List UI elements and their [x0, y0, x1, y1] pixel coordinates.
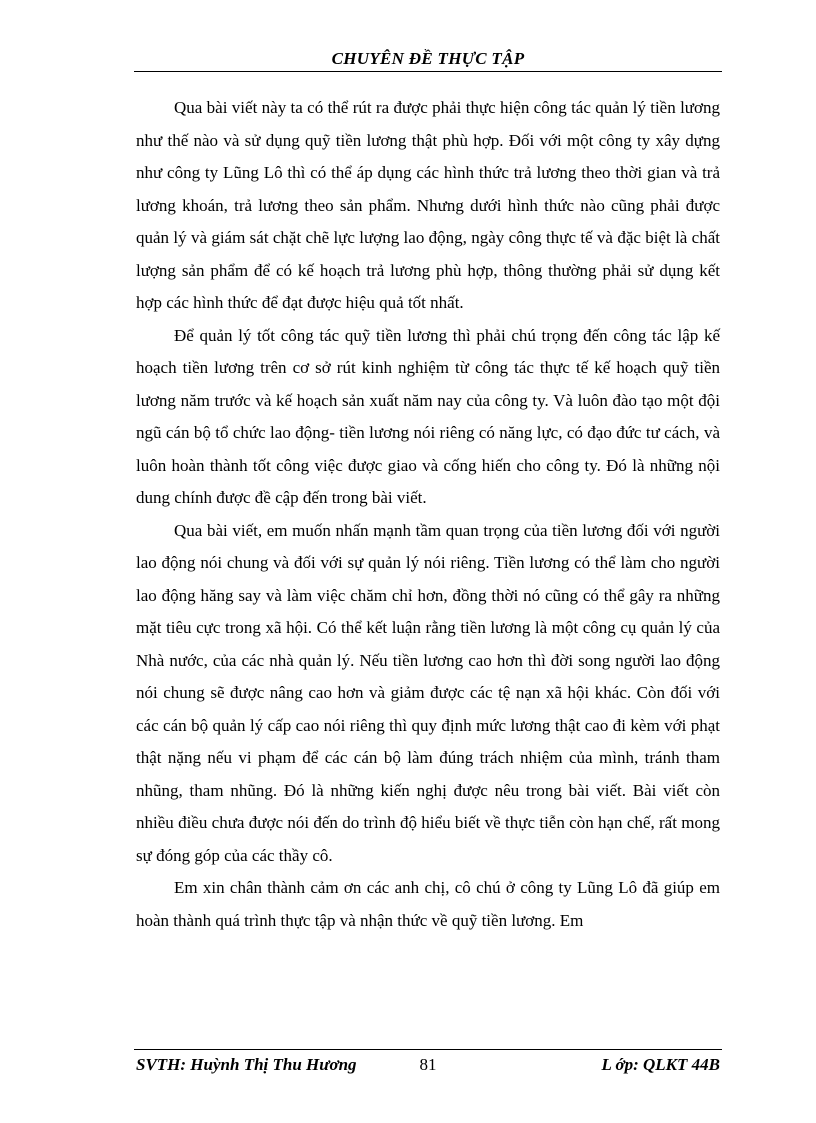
header-rule [134, 71, 722, 72]
paragraph-2: Để quản lý tốt công tác quỹ tiền lương thì phải chú trọng đến công tác lập kế hoạch tiền lương trên cơ sở rút kinh nghiệm từ công tác thực tế kế hoạch quỹ tiền lương năm trước và kế hoạch sản xuất năm nay của công ty. Và luôn đào tạo một đội ngũ cán bộ tổ chức lao động- tiền lương nói riêng có năng lực, có đạo đức tư cách, và luôn hoàn thành tốt công việc được giao và cống hiến cho công ty. Đó là những nội dung chính được đề cập đến trong bài viết. [136, 325, 720, 507]
paragraph-1: Qua bài viết này ta có thể rút ra được phải thực hiện công tác quản lý tiền lương như thế nào và sử dụng quỹ tiền lương thật phù hợp. Đối với một công ty xây dựng như công ty Lũng Lô thì có thể áp dụng các hình thức trả lương theo thời gian và trả lương khoán, trả lương theo sản phẩm. Nhưng dưới hình thức nào cũng phải được quản lý và giám sát chặt chẽ lực lượng lao động, ngày công thực tế và đặc biệt là chất lượng sản phẩm để có kế hoạch trả lương phù hợp, thông thường phải sử dụng kết hợp các hình thức để đạt được hiệu quả tốt nhất. [136, 98, 720, 312]
footer-rule [134, 1049, 722, 1050]
page-footer [134, 1053, 722, 1077]
footer-author: SVTH: Huỳnh Thị Thu Hương [136, 1055, 357, 1074]
footer-class-label: L ớp: QLKT 44B [601, 1055, 720, 1074]
footer-page-number: 81 [419, 1055, 437, 1074]
paragraph-3: Qua bài viết, em muốn nhấn mạnh tầm quan trọng của tiền lương đối với người lao động nói chung và đối với sự quản lý nói riêng. Tiền lương có thể làm cho người lao động hăng say và làm việc chăm chỉ hơn, đồng thời nó cũng có thể gây ra những mặt tiêu cực trong xã hội. Có thể kết luận rằng tiền lương là một công cụ quản lý của Nhà nước, của các nhà quản lý. Nếu tiền lương cao hơn thì đời song người lao động nói chung sẽ được nâng cao hơn và giảm được các tệ nạn xã hội khác. Còn đối với các cán bộ quản lý cấp cao nói riêng thì quy định mức lương thật cao đi kèm với phạt thật nặng nếu vi phạm để các cán bộ làm đúng trách nhiệm của mình, tránh tham nhũng, tham nhũng. Đó là những kiến nghị được nêu trong bài viết. Bài viết còn nhiều điều chưa được nói đến do trình độ hiểu biết về thực tiễn còn hạn chế, rất mong sự đóng góp của các thầy cô. [136, 520, 720, 865]
paragraph-4: Em xin chân thành cảm ơn các anh chị, cô chú ở công ty Lũng Lô đã giúp em hoàn thành quá trình thực tập và nhận thức về quỹ tiền lương. Em [136, 878, 720, 930]
body-text [136, 92, 720, 937]
header-title: CHUYÊN ĐỀ THỰC TẬP [331, 49, 525, 68]
